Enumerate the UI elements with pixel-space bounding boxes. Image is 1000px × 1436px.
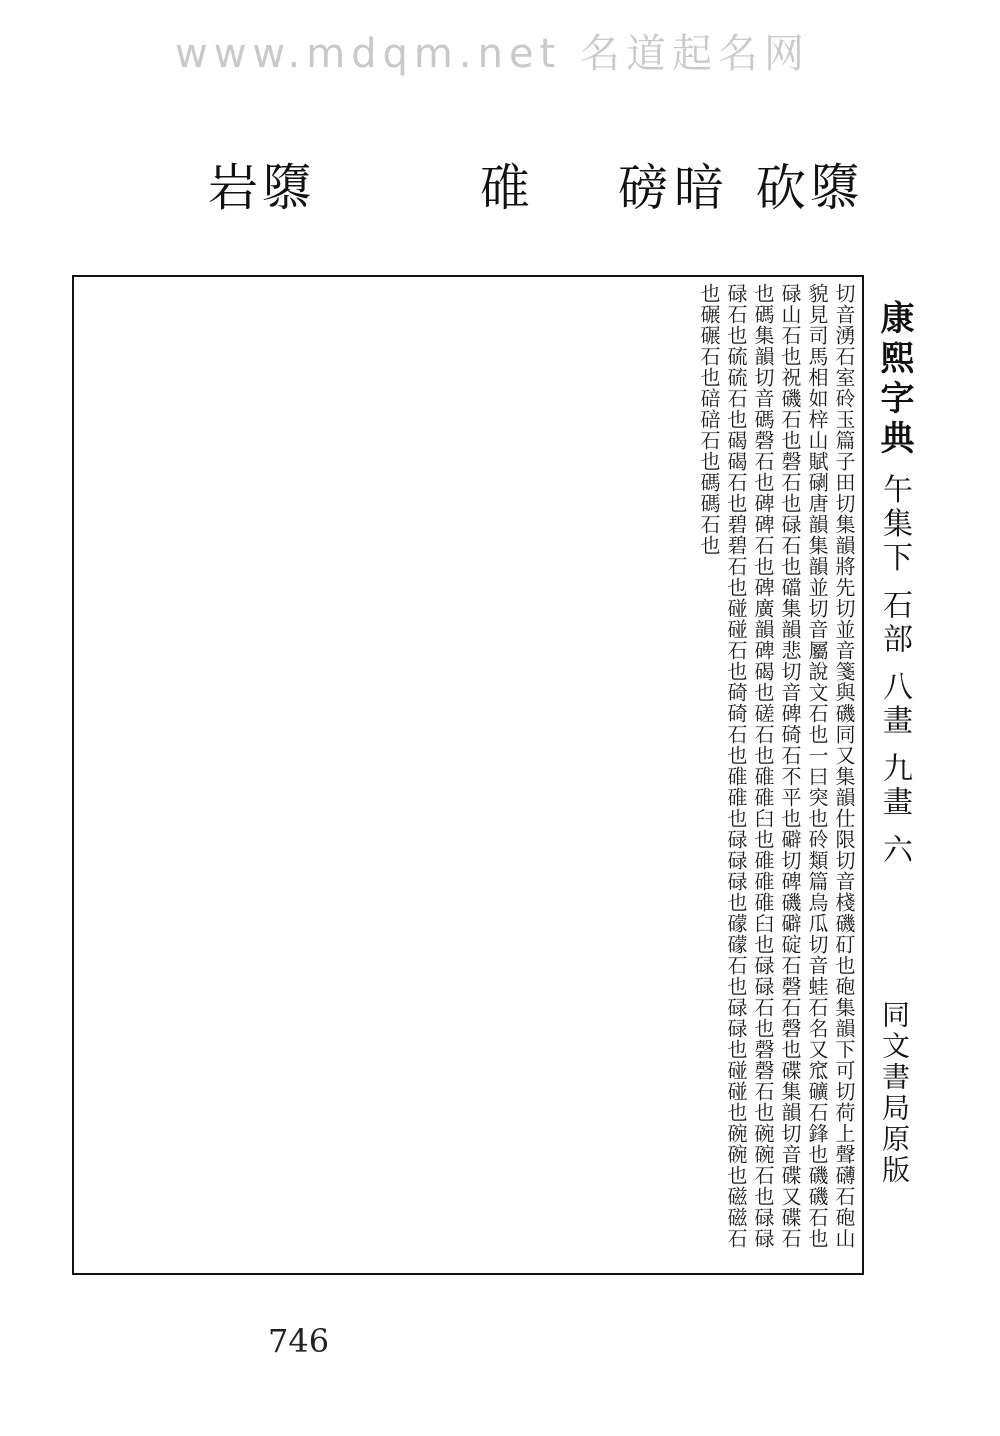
dictionary-entries: 切音湧石室砱玉篇子田切集韻將先切並音箋與磯同又集韻仕限切音棧磯矴也砲集韻下可切荷上聲礴石砲山貌見司馬相如梓山賦䃗唐韻集韻並切音屬說文石也一曰突也砱類篇烏瓜切音蛙石名又窊礦石鋒也磯磯石也碌山石也祝磯石也磬石也碌石也礑集韻悲切音碑碕石不平也礔切碑磯礔碇石磬石磬也碟集韻切音碟又碟石也碼集韻切音碼磬石也碑碑石也碑廣韻碑碣也磋石也碓碓臼也碓碓碓臼也碌碌石也磬磬石也碗碗石也碌碌碌石也硫硫石也碣碣石也碧碧石也碰碰石也碕碕石也碓碓也碌碌碌也礞礞石也碌碌也碰碰也碗碗也磁磁石也碾碾石也碚碚石也碼碼石也 xyxy=(697,283,856,1249)
stroke-label: 八畫 九畫 xyxy=(877,670,912,821)
radical-label: 石部 xyxy=(877,589,912,658)
seal-char: 隳 xyxy=(810,159,864,217)
dictionary-body xyxy=(80,283,857,1268)
seal-char: 岩 xyxy=(208,159,262,217)
seal-char: 砍 xyxy=(756,159,810,217)
seal-char: 暗 xyxy=(674,159,728,217)
seal-char: 磅 xyxy=(618,159,672,217)
page-number: 746 xyxy=(268,1322,330,1360)
seal-char: 碓 xyxy=(480,159,534,217)
book-title: 康熙字典 xyxy=(874,300,914,460)
seal-char: 隳 xyxy=(262,159,316,217)
page-mark: 六 xyxy=(877,833,912,868)
volume-label: 午集下 xyxy=(877,473,912,576)
watermark-text: www.mdqm.net 名道起名网 xyxy=(175,31,810,77)
seal-script-heading xyxy=(0,158,1000,228)
publisher-label: 同文書局原版 xyxy=(878,1000,911,1186)
